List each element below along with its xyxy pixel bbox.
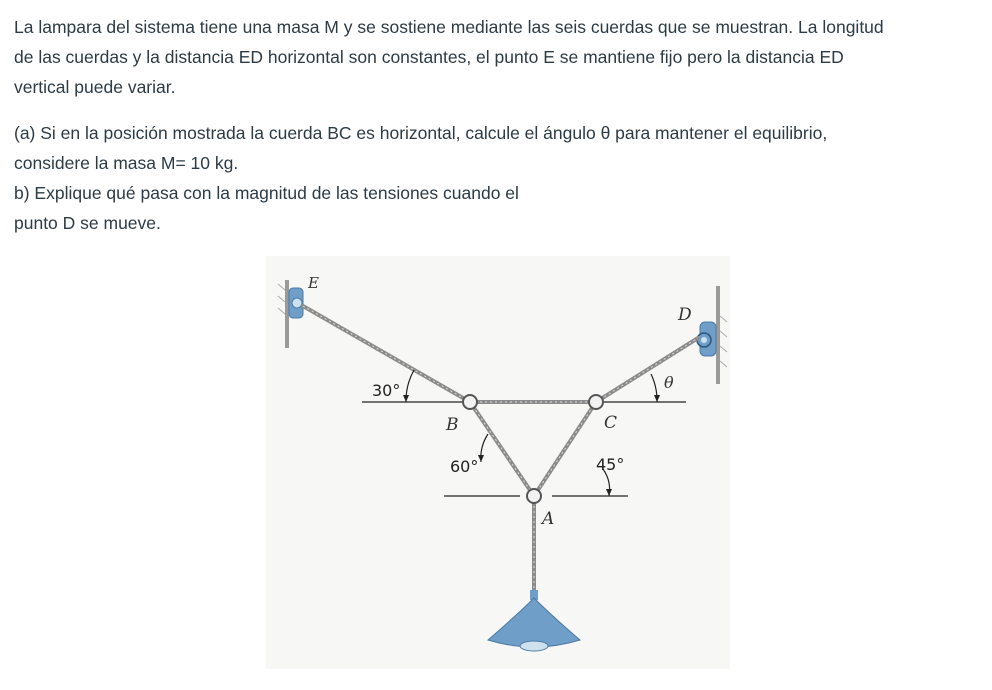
wall-support-d — [697, 286, 727, 384]
ropes — [303, 306, 698, 592]
joint-c — [589, 395, 603, 409]
joint-b — [463, 395, 477, 409]
label-point-a: A — [542, 509, 555, 529]
intro-line-1: La lampara del sistema tiene una masa M y se sostiene mediante las seis cuerdas que se muestran. La longitud — [14, 17, 884, 37]
question-b-line-2: punto D se mueve. — [14, 213, 161, 233]
angle-arrows — [403, 395, 660, 496]
lamp-rope-figure — [266, 256, 730, 669]
lamp — [488, 590, 580, 651]
label-angle-30: 30° — [372, 381, 401, 400]
question-a-line-1: (a) Si en la posición mostrada la cuerda BC es horizontal, calcule el ángulo θ para mantener el equilibrio, — [14, 123, 828, 143]
label-angle-45: 45° — [596, 455, 625, 474]
figure-svg — [266, 256, 730, 669]
label-point-d: D — [678, 305, 692, 325]
label-angle-60: 60° — [450, 457, 479, 476]
problem-intro — [14, 12, 982, 102]
label-angle-theta: θ — [664, 373, 674, 392]
intro-line-3: vertical puede variar. — [14, 77, 176, 97]
label-point-c: C — [604, 413, 618, 433]
joint-a — [527, 489, 541, 503]
joints — [463, 395, 603, 503]
label-point-b: B — [446, 415, 459, 435]
question-a-line-2: considere la masa M= 10 kg. — [14, 153, 239, 173]
label-point-e: E — [308, 274, 319, 292]
intro-line-2: de las cuerdas y la distancia ED horizontal son constantes, el punto E se mantiene fijo pero la distancia ED — [14, 47, 844, 67]
question-b-line-1: b) Explique qué pasa con la magnitud de las tensiones cuando el — [14, 183, 519, 203]
question-a — [14, 118, 982, 178]
question-b — [14, 178, 982, 238]
wall-support-e — [278, 280, 303, 348]
